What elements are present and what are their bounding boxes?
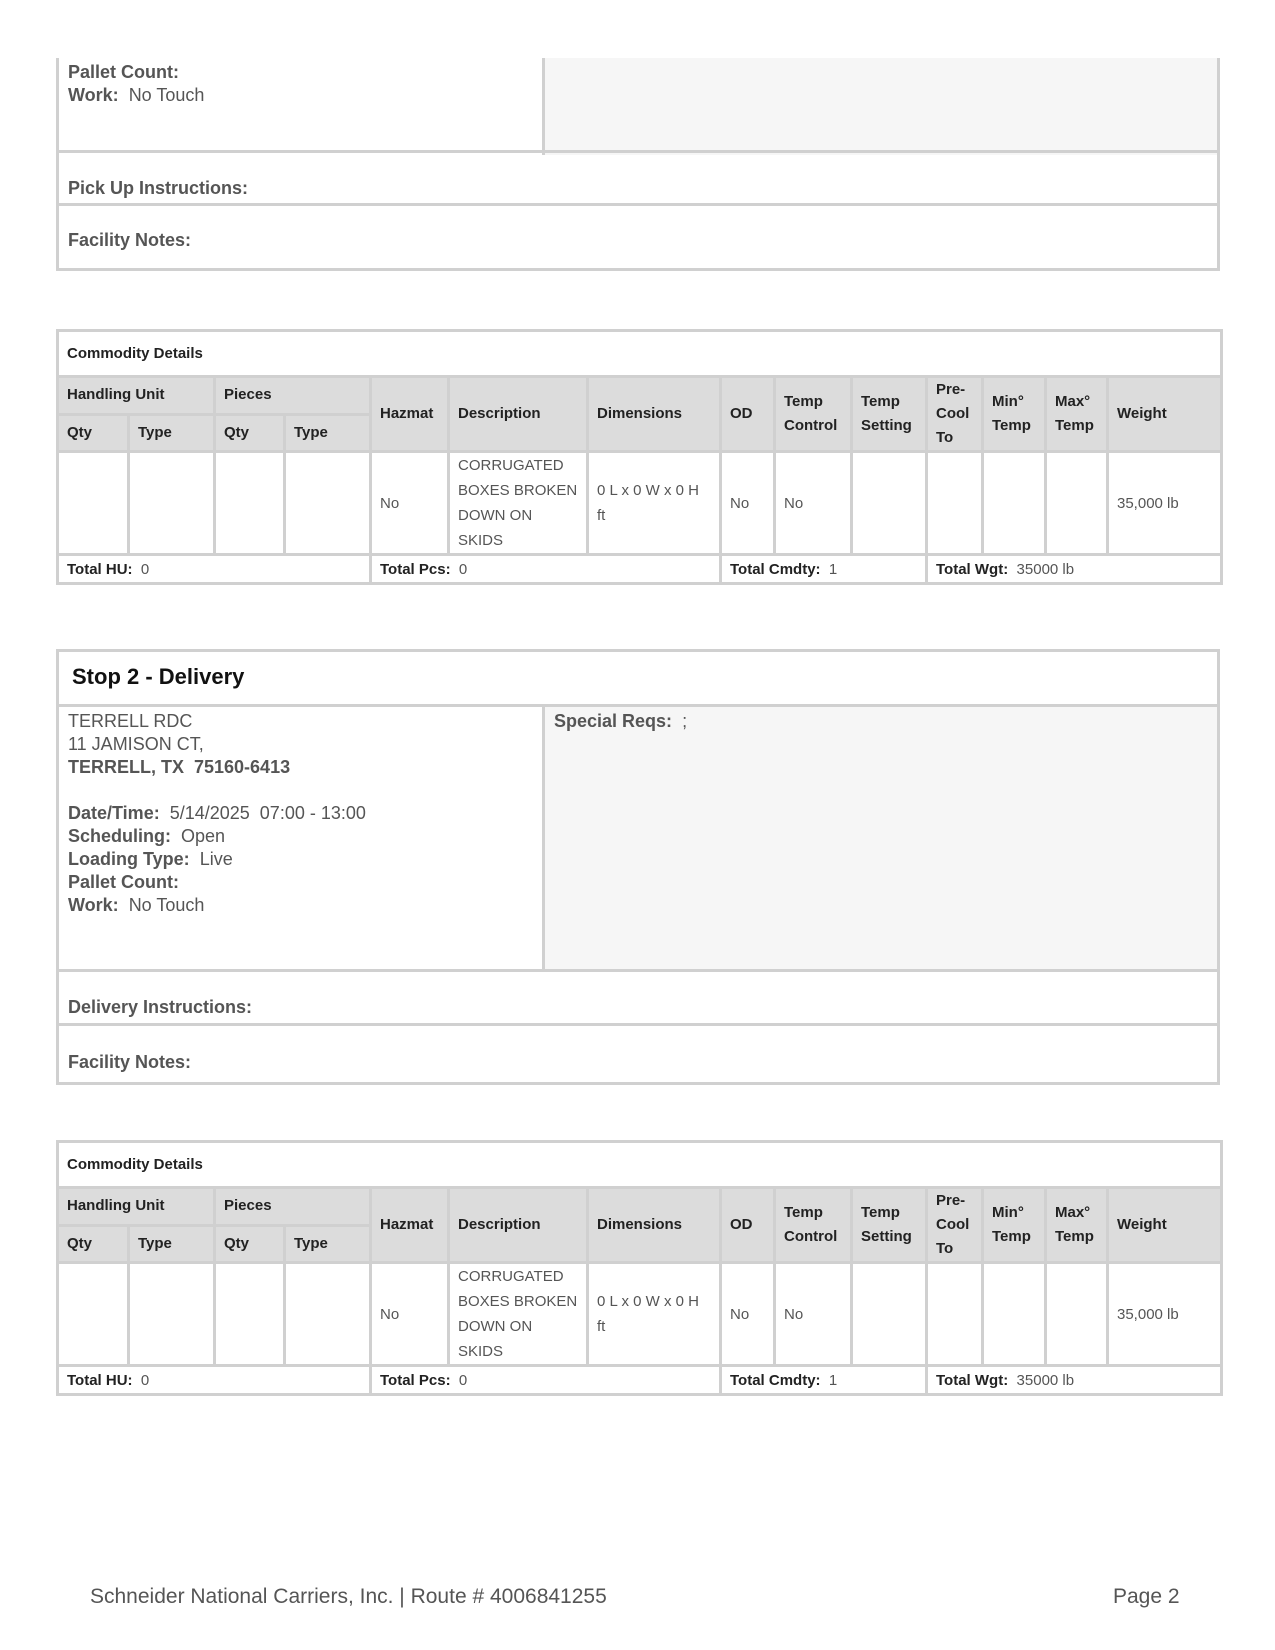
pc-qty-cell	[215, 452, 285, 555]
max-temp-cell	[1046, 1263, 1108, 1366]
page-number: Page 2	[1113, 1585, 1180, 1608]
hazmat-cell: No	[371, 1263, 449, 1366]
pre-cool-header: Pre-Cool To	[927, 1188, 983, 1263]
temp-setting-header: Temp Setting	[852, 1188, 927, 1263]
dimensions-cell: 0 L x 0 W x 0 H ft	[588, 1263, 721, 1366]
work-value: No Touch	[128, 895, 205, 915]
min-temp-header: Min° Temp	[983, 1188, 1046, 1263]
stop-1-left-column	[59, 58, 545, 155]
temp-control-header: Temp Control	[775, 377, 852, 452]
hu-type-cell	[129, 452, 215, 555]
scheduling-label: Scheduling:	[68, 826, 171, 846]
pc-type-cell	[285, 452, 371, 555]
temp-control-header: Temp Control	[775, 1188, 852, 1263]
datetime-label: Date/Time:	[68, 803, 160, 823]
description-cell: CORRUGATED BOXES BROKEN DOWN ON SKIDS	[449, 1263, 588, 1366]
work-row	[68, 894, 533, 917]
stop-2-card	[56, 649, 1220, 1085]
loading-type-label: Loading Type:	[68, 849, 190, 869]
datetime-value: 5/14/2025 07:00 - 13:00	[169, 803, 366, 823]
commodity-details-2	[56, 1140, 1220, 1396]
total-hu	[58, 555, 371, 584]
pallet-count-label: Pallet Count:	[68, 872, 179, 892]
total-pcs-label: Total Pcs:	[380, 1371, 451, 1389]
loading-type-row	[68, 848, 533, 871]
dimensions-header: Dimensions	[588, 1188, 721, 1263]
total-hu-label: Total HU:	[67, 560, 133, 578]
total-pcs-value: 0	[458, 1371, 468, 1389]
address-line: 11 JAMISON CT,	[68, 734, 204, 754]
hu-type-header: Type	[129, 414, 215, 452]
pc-qty-header: Qty	[215, 1225, 285, 1263]
scheduling-row	[68, 825, 533, 848]
description-cell: CORRUGATED BOXES BROKEN DOWN ON SKIDS	[449, 452, 588, 555]
pick-up-instructions	[59, 150, 1217, 203]
pre-cool-header: Pre-Cool To	[927, 377, 983, 452]
delivery-instructions	[59, 969, 1217, 1023]
hu-qty-header: Qty	[58, 414, 129, 452]
total-wgt-label: Total Wgt:	[936, 560, 1009, 578]
hazmat-header: Hazmat	[371, 377, 449, 452]
pc-qty-header: Qty	[215, 414, 285, 452]
total-pcs-value: 0	[458, 560, 468, 578]
delivery-instructions-label: Delivery Instructions:	[68, 997, 253, 1017]
stop-1-right-column	[545, 58, 1217, 155]
total-pcs	[371, 1366, 721, 1395]
total-hu	[58, 1366, 371, 1395]
max-temp-cell	[1046, 452, 1108, 555]
hu-qty-cell	[58, 1263, 129, 1366]
hu-qty-cell	[58, 452, 129, 555]
description-header: Description	[449, 1188, 588, 1263]
facility-notes-label: Facility Notes:	[68, 230, 192, 250]
min-temp-cell	[983, 1263, 1046, 1366]
scheduling-value: Open	[181, 826, 226, 846]
temp-setting-cell	[852, 452, 927, 555]
stop-title: Stop 2 - Delivery	[72, 664, 245, 689]
special-reqs-value: ;	[682, 711, 688, 731]
commodity-table	[56, 1140, 1223, 1396]
hu-type-header: Type	[129, 1225, 215, 1263]
total-cmdty-value: 1	[828, 560, 838, 578]
weight-header: Weight	[1108, 1188, 1222, 1263]
pc-type-header: Type	[285, 1225, 371, 1263]
stop-2-header	[59, 652, 1217, 707]
hu-type-cell	[129, 1263, 215, 1366]
table-row	[58, 452, 1222, 555]
dimensions-header: Dimensions	[588, 377, 721, 452]
stop-2-facility-notes	[59, 1023, 1217, 1082]
weight-header: Weight	[1108, 377, 1222, 452]
pre-cool-cell	[927, 452, 983, 555]
pc-type-cell	[285, 1263, 371, 1366]
stop-1-details	[56, 58, 1220, 271]
od-cell: No	[721, 452, 775, 555]
hazmat-cell: No	[371, 452, 449, 555]
facility-notes-label: Facility Notes:	[68, 1052, 192, 1072]
total-wgt-value: 35000 lb	[1016, 1371, 1075, 1389]
work-label: Work:	[68, 85, 119, 105]
pc-type-header: Type	[285, 414, 371, 452]
weight-cell: 35,000 lb	[1108, 1263, 1222, 1366]
hu-qty-header: Qty	[58, 1225, 129, 1263]
max-temp-header: Max° Temp	[1046, 377, 1108, 452]
handling-unit-header: Handling Unit	[58, 1188, 215, 1226]
total-wgt	[927, 1366, 1222, 1395]
temp-control-cell: No	[775, 1263, 852, 1366]
od-header: OD	[721, 1188, 775, 1263]
total-pcs	[371, 555, 721, 584]
commodity-details-title: Commodity Details	[58, 1142, 1222, 1188]
datetime-row	[68, 802, 533, 825]
loading-type-value: Live	[199, 849, 233, 869]
total-hu-label: Total HU:	[67, 1371, 133, 1389]
total-cmdty	[721, 1366, 927, 1395]
description-header: Description	[449, 377, 588, 452]
total-cmdty-label: Total Cmdty:	[730, 560, 821, 578]
total-cmdty-label: Total Cmdty:	[730, 1371, 821, 1389]
pieces-header: Pieces	[215, 377, 371, 415]
total-cmdty	[721, 555, 927, 584]
facility-name: TERRELL RDC	[68, 711, 193, 731]
pallet-count-label: Pallet Count:	[68, 62, 179, 82]
dimensions-cell: 0 L x 0 W x 0 H ft	[588, 452, 721, 555]
pallet-count-row	[68, 871, 533, 894]
totals-row	[58, 1366, 1222, 1395]
pick-up-instructions-label: Pick Up Instructions:	[68, 178, 249, 198]
work-label: Work:	[68, 895, 119, 915]
commodity-table	[56, 329, 1223, 585]
table-row	[58, 1263, 1222, 1366]
hazmat-header: Hazmat	[371, 1188, 449, 1263]
total-cmdty-value: 1	[828, 1371, 838, 1389]
total-hu-value: 0	[140, 560, 150, 578]
work-row	[68, 84, 533, 107]
max-temp-header: Max° Temp	[1046, 1188, 1108, 1263]
handling-unit-header: Handling Unit	[58, 377, 215, 415]
stop-1-facility-notes	[59, 203, 1217, 265]
temp-control-cell: No	[775, 452, 852, 555]
temp-setting-header: Temp Setting	[852, 377, 927, 452]
pc-qty-cell	[215, 1263, 285, 1366]
stop-2-left-column	[59, 707, 545, 969]
commodity-details-1	[56, 329, 1220, 585]
total-pcs-label: Total Pcs:	[380, 560, 451, 578]
special-reqs-label: Special Reqs:	[554, 711, 673, 731]
stop-2-right-column	[545, 707, 1217, 969]
total-wgt-value: 35000 lb	[1016, 560, 1075, 578]
temp-setting-cell	[852, 1263, 927, 1366]
pieces-header: Pieces	[215, 1188, 371, 1226]
od-cell: No	[721, 1263, 775, 1366]
total-wgt-label: Total Wgt:	[936, 1371, 1009, 1389]
pre-cool-cell	[927, 1263, 983, 1366]
totals-row	[58, 555, 1222, 584]
weight-cell: 35,000 lb	[1108, 452, 1222, 555]
total-wgt	[927, 555, 1222, 584]
city-state-zip: TERRELL, TX 75160-6413	[68, 757, 291, 777]
pallet-count-row	[68, 61, 533, 84]
commodity-details-title: Commodity Details	[58, 331, 1222, 377]
work-value: No Touch	[128, 85, 205, 105]
total-hu-value: 0	[140, 1371, 150, 1389]
min-temp-cell	[983, 452, 1046, 555]
min-temp-header: Min° Temp	[983, 377, 1046, 452]
footer-route: Schneider National Carriers, Inc. | Route # 4006841255	[90, 1585, 607, 1608]
od-header: OD	[721, 377, 775, 452]
